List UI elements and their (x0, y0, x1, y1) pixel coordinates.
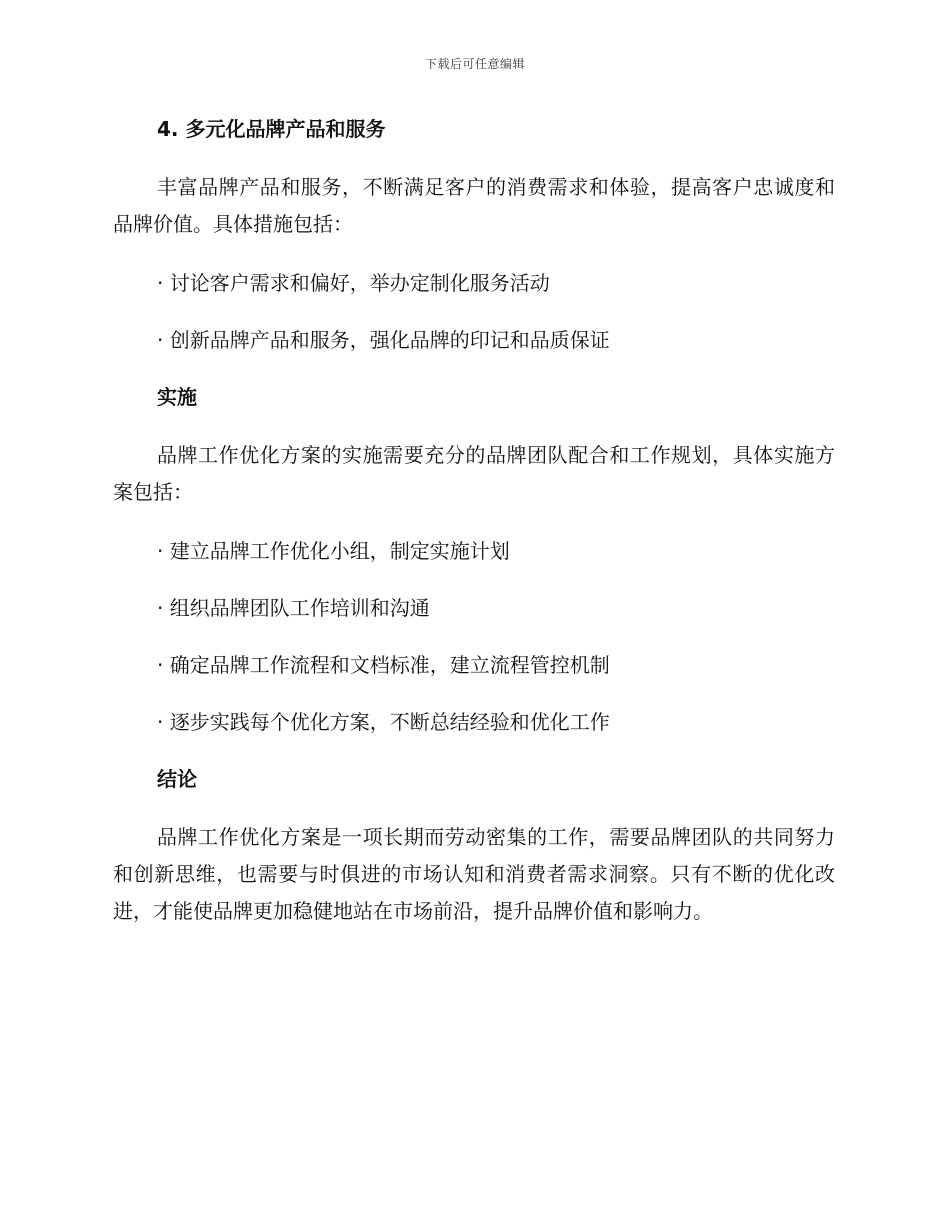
section-heading-conclusion: 结论 (157, 767, 197, 791)
bullet-item: · 确定品牌工作流程和文档标准，建立流程管控机制 (157, 653, 610, 677)
paragraph-conclusion: 品牌工作优化方案是一项长期而劳动密集的工作，需要品牌团队的共同努力和创新思维，也需要与时俱进的市场认知和消费者需求洞察。只有不断的优化改进，才能使品牌更加稳健地站在市场前沿，提升品牌价值和影响力。 (113, 825, 835, 923)
bullet-item: · 建立品牌工作优化小组，制定实施计划 (157, 539, 510, 563)
bullet-item: · 创新品牌产品和服务，强化品牌的印记和品质保证 (157, 328, 610, 352)
header-note: 下载后可任意编辑 (424, 57, 525, 71)
paragraph-diversify: 丰富品牌产品和服务，不断满足客户的消费需求和体验，提高客户忠诚度和品牌价值。具体措施包括： (113, 175, 835, 236)
section-heading-diversify: 4. 多元化品牌产品和服务 (157, 117, 386, 141)
bullet-item: · 讨论客户需求和偏好，举办定制化服务活动 (157, 271, 550, 295)
document-body (113, 112, 835, 930)
section-heading-implementation: 实施 (157, 385, 197, 409)
bullet-item: · 组织品牌团队工作培训和沟通 (157, 596, 430, 620)
paragraph-implementation: 品牌工作优化方案的实施需要充分的品牌团队配合和工作规划，具体实施方案包括： (113, 443, 835, 504)
bullet-item: · 逐步实践每个优化方案，不断总结经验和优化工作 (157, 710, 610, 734)
